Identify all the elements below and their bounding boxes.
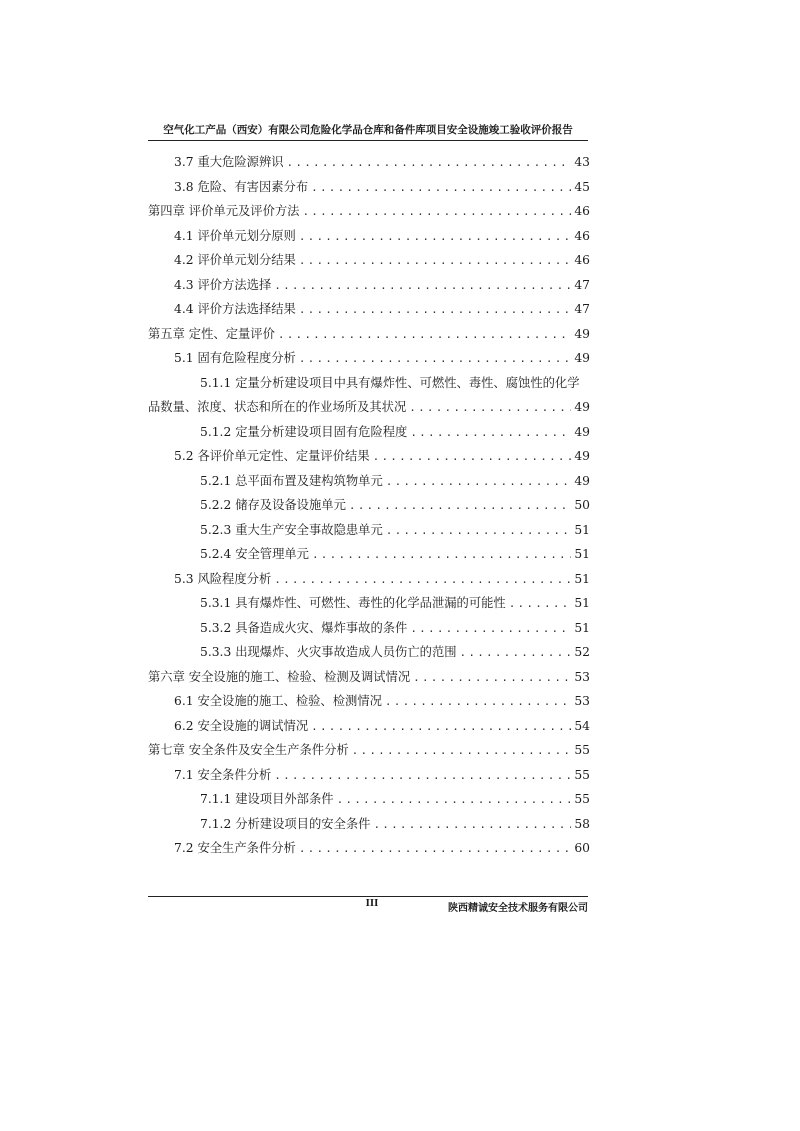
toc-entry-title: 3.8 危险、有害因素分布	[174, 179, 309, 194]
toc-dot-leader	[299, 837, 572, 862]
toc-entry-title: 5.3.2 具备造成火灾、爆炸事故的条件	[200, 620, 408, 635]
toc-entry[interactable]	[148, 395, 590, 420]
toc-dot-leader	[274, 568, 571, 593]
toc-dot-leader	[373, 813, 571, 838]
toc-entry[interactable]	[148, 640, 590, 665]
toc-dot-leader	[386, 470, 572, 495]
toc-dot-leader	[278, 323, 571, 348]
toc-dot-leader	[373, 445, 572, 470]
toc-dot-leader	[413, 666, 571, 691]
toc-entry-page: 51	[574, 571, 590, 586]
toc-entry[interactable]	[148, 150, 590, 175]
toc-dot-leader	[409, 396, 571, 421]
toc-dot-leader	[385, 690, 571, 715]
toc-entry[interactable]	[148, 787, 590, 812]
toc-entry[interactable]	[148, 322, 590, 347]
toc-entry-title: 5.2.2 储存及设备设施单元	[200, 498, 346, 512]
toc-entry-title: 5.2.1 总平面布置及建构筑物单元	[200, 473, 383, 488]
toc-dot-leader	[349, 494, 571, 519]
toc-entry-page: 53	[574, 694, 590, 708]
toc-entry-title: 4.3 评价方法选择	[174, 277, 272, 292]
toc-dot-leader	[509, 592, 572, 617]
toc-entry-page: 58	[574, 816, 590, 831]
toc-dot-leader	[287, 151, 572, 176]
toc-entry[interactable]	[148, 738, 590, 763]
toc-entry-title: 5.3.3 出现爆炸、火灾事故造成人员伤亡的范围	[200, 645, 457, 659]
toc-entry[interactable]	[148, 297, 590, 322]
toc-entry[interactable]	[148, 444, 590, 469]
toc-entry-page: 55	[574, 767, 590, 782]
toc-entry[interactable]	[148, 493, 590, 518]
toc-entry-page: 50	[574, 498, 590, 512]
toc-dot-leader	[299, 225, 572, 250]
toc-entry-page: 47	[574, 302, 590, 316]
toc-entry[interactable]	[148, 346, 590, 371]
toc-entry[interactable]	[148, 199, 590, 224]
toc-entry[interactable]	[148, 420, 590, 445]
toc-entry-page: 52	[574, 645, 590, 659]
toc-entry-title: 7.1.2 分析建设项目的安全条件	[200, 816, 371, 831]
toc-entry-title: 6.1 安全设施的施工、检验、检测情况	[174, 694, 382, 708]
toc-entry-page: 55	[574, 743, 590, 757]
toc-dot-leader	[312, 543, 571, 568]
toc-dot-leader	[386, 519, 572, 544]
toc-entry[interactable]	[148, 591, 590, 616]
toc-entry[interactable]	[148, 836, 590, 861]
toc-entry-page: 55	[574, 792, 590, 806]
toc-entry[interactable]	[148, 371, 590, 396]
toc-entry[interactable]	[148, 224, 590, 249]
footer-divider	[148, 896, 588, 897]
toc-dot-leader	[311, 715, 571, 740]
header-divider	[148, 140, 588, 141]
toc-dot-leader	[299, 249, 572, 274]
toc-dot-leader	[410, 617, 571, 642]
toc-entry-page: 46	[574, 228, 590, 243]
toc-dot-leader	[299, 298, 572, 323]
toc-entry-page: 51	[574, 522, 590, 537]
toc-dot-leader	[302, 200, 571, 225]
toc-entry[interactable]	[148, 273, 590, 298]
toc-dot-leader	[410, 421, 571, 446]
toc-dot-leader	[274, 274, 571, 299]
toc-dot-leader	[460, 641, 572, 666]
toc-entry[interactable]	[148, 567, 590, 592]
toc-dot-leader	[274, 764, 571, 789]
toc-entry-page: 60	[574, 841, 590, 855]
toc-entry-page: 54	[574, 718, 590, 733]
toc-entry[interactable]	[148, 469, 590, 494]
toc-entry-title: 5.2 各评价单元定性、定量评价结果	[174, 449, 370, 463]
toc-entry-page: 53	[574, 669, 590, 684]
toc-entry-title: 第六章 安全设施的施工、检验、检测及调试情况	[148, 669, 411, 684]
toc-entry-page: 49	[574, 473, 590, 488]
toc-entry[interactable]	[148, 175, 590, 200]
toc-entry-page: 47	[574, 277, 590, 292]
toc-entry[interactable]	[148, 542, 590, 567]
toc-entry-title: 4.2 评价单元划分结果	[174, 253, 296, 267]
toc-entry-title: 6.2 安全设施的调试情况	[174, 718, 309, 733]
toc-entry[interactable]	[148, 665, 590, 690]
footer-organization: 陕西精诚安全技术服务有限公司	[448, 903, 588, 914]
toc-entry-title: 第七章 安全条件及安全生产条件分析	[148, 743, 349, 757]
toc-entry-page: 49	[574, 424, 590, 439]
toc-entry-title: 4.1 评价单元划分原则	[174, 228, 296, 243]
toc-entry-page: 51	[574, 547, 590, 561]
toc-entry-title: 5.1 固有危险程度分析	[174, 351, 296, 365]
toc-entry-title: 7.2 安全生产条件分析	[174, 841, 296, 855]
toc-entry-page: 51	[574, 596, 590, 610]
toc-entry-page: 49	[574, 326, 590, 341]
toc-entry-title: 5.2.4 安全管理单元	[200, 547, 309, 561]
toc-entry-page: 43	[574, 155, 590, 169]
toc-entry-title: 3.7 重大危险源辨识	[174, 155, 284, 169]
toc-entry[interactable]	[148, 616, 590, 641]
toc-entry-page: 49	[574, 400, 590, 414]
toc-entry-page: 49	[574, 351, 590, 365]
toc-entry-title: 第五章 定性、定量评价	[148, 326, 275, 341]
toc-entry-title: 5.2.3 重大生产安全事故隐患单元	[200, 522, 383, 537]
toc-entry-title: 5.1.1 定量分析建设项目中具有爆炸性、可燃性、毒性、腐蚀性的化学	[200, 375, 580, 390]
footer-page-number: III	[365, 899, 379, 909]
toc-entry-title: 7.1 安全条件分析	[174, 767, 272, 782]
toc-entry-title: 第四章 评价单元及评价方法	[148, 204, 300, 218]
toc-entry-page: 49	[574, 449, 590, 463]
toc-entry[interactable]	[148, 763, 590, 788]
toc-entry-title: 品数量、浓度、状态和所在的作业场所及其状况	[148, 400, 407, 414]
toc-dot-leader	[299, 347, 572, 372]
toc-entry-page: 45	[574, 179, 590, 194]
toc-entry[interactable]	[148, 714, 590, 739]
toc-entry-title: 4.4 评价方法选择结果	[174, 302, 296, 316]
toc-entry-title: 5.3.1 具有爆炸性、可燃性、毒性的化学品泄漏的可能性	[200, 596, 506, 610]
toc-entry-title: 7.1.1 建设项目外部条件	[200, 792, 334, 806]
toc-entry-title: 5.1.2 定量分析建设项目固有危险程度	[200, 424, 408, 439]
toc-dot-leader	[352, 739, 572, 764]
toc-entry-page: 51	[574, 620, 590, 635]
toc-entry[interactable]	[148, 248, 590, 273]
toc-entry[interactable]	[148, 518, 590, 543]
report-header-title: 空气化工产品（西安）有限公司危险化学品仓库和备件库项目安全设施竣工验收评价报告	[163, 124, 573, 136]
toc-entry-page: 46	[574, 253, 590, 267]
toc-entry[interactable]	[148, 689, 590, 714]
table-of-contents	[148, 150, 590, 861]
toc-entry-title: 5.3 风险程度分析	[174, 571, 272, 586]
toc-entry[interactable]	[148, 812, 590, 837]
toc-entry-page: 46	[574, 204, 590, 218]
toc-dot-leader	[311, 176, 571, 201]
toc-dot-leader	[337, 788, 572, 813]
